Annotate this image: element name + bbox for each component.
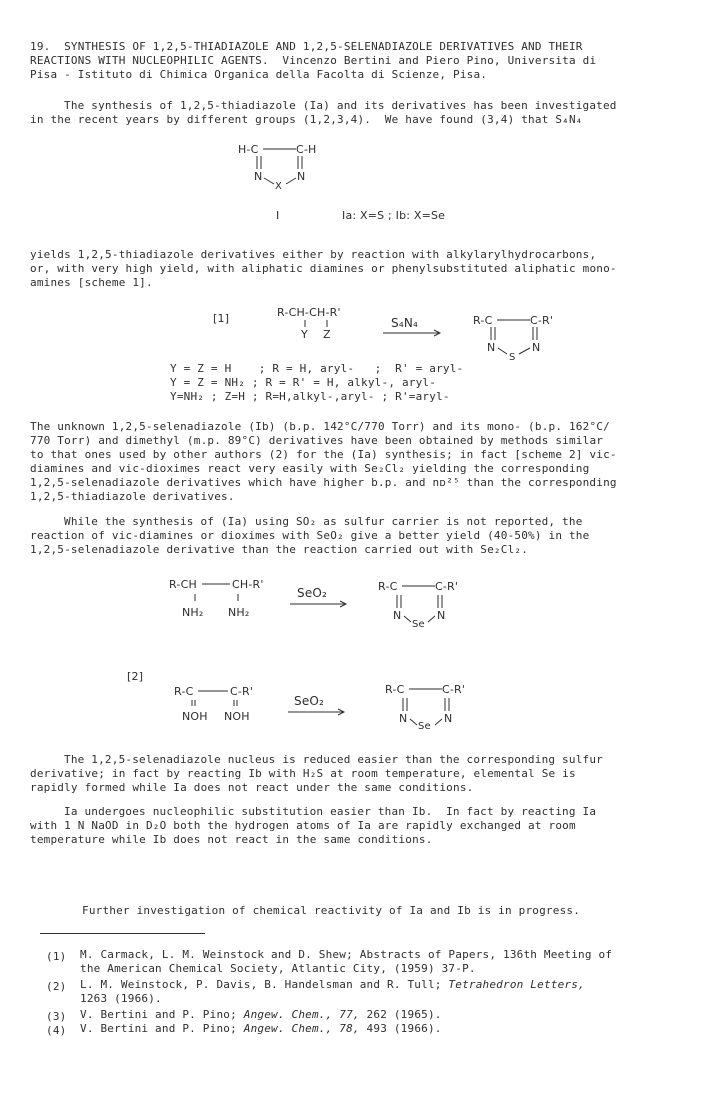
- footnote-4-number: (4): [46, 1024, 67, 1037]
- para2-line-1: yields 1,2,5-thiadiazole derivatives either by reaction with alkylarylhydrocarbons,: [30, 248, 597, 261]
- para6-line-1: Ia undergoes nucleophilic substitution easier than Ib. In fact by reacting Ia: [64, 805, 597, 818]
- scheme1-reactant: R-CH-CH-R': [277, 306, 341, 319]
- footnote-2-line-2: 1263 (1966).: [80, 992, 162, 1005]
- scheme2-reagent-1: SeO₂: [297, 586, 328, 600]
- struct-i-n-left: N: [254, 170, 263, 183]
- scheme2-reagent-2: SeO₂: [294, 694, 325, 708]
- scheme2-r2-left: R-C: [174, 685, 194, 698]
- scheme1-condition-3: Y=NH₂ ; Z=H ; R=H,alkyl-,aryl- ; R'=aryl-: [170, 390, 450, 403]
- scheme2-r1-sub-right: NH₂: [228, 606, 250, 619]
- closing-sentence: Further investigation of chemical reactivity of Ia and Ib is in progress.: [82, 904, 581, 917]
- footnote-2-line-1: L. M. Weinstock, P. Davis, B. Handelsman and R. Tull; Tetrahedron Letters,: [80, 978, 585, 991]
- scheme1-sub-y: Y: [301, 328, 308, 341]
- scheme2-prod1-left: R-C: [378, 580, 398, 593]
- footnote-2-number: (2): [46, 980, 67, 993]
- footnote-2-journal: Tetrahedron Letters,: [448, 978, 585, 991]
- para6-line-3: temperature while Ib does not react in the same conditions.: [30, 833, 433, 846]
- para3-line-6: 1,2,5-thiadiazole derivatives.: [30, 490, 235, 503]
- para3-line-1: The unknown 1,2,5-selenadiazole (Ib) (b.p. 142°C/770 Torr) and its mono- (b.p. 162°C/: [30, 420, 610, 433]
- footnote-1-number: (1): [46, 950, 67, 963]
- scheme2-prod2-se: Se: [418, 721, 431, 730]
- scheme2-r1-left: R-CH: [169, 578, 197, 591]
- scheme1-label: [1]: [213, 312, 230, 325]
- structure-i: [220, 136, 660, 226]
- scheme1-reagent: S₄N₄: [391, 316, 419, 330]
- footnote-4-line: V. Bertini and P. Pino; Angew. Chem., 78, 493 (1966).: [80, 1022, 442, 1035]
- scheme1-condition-1: Y = Z = H ; R = H, aryl- ; R' = aryl-: [170, 362, 464, 375]
- footnote-divider: [40, 933, 205, 934]
- scheme2-label: [2]: [127, 670, 144, 683]
- struct-i-right-atom: C-H: [296, 143, 317, 156]
- scheme2-prod1-se: Se: [412, 619, 425, 630]
- footnote-4-journal: Angew. Chem., 78,: [243, 1022, 360, 1035]
- struct-i-caption: Ia: X=S ; Ib: X=Se: [342, 209, 446, 222]
- scheme1-sub-z: Z: [323, 328, 331, 341]
- scheme2-prod1-right: C-R': [435, 580, 459, 593]
- scheme-2: [110, 570, 510, 730]
- para3-line-2: 770 Torr) and dimethyl (m.p. 89°C) derivatives have been obtained by methods similar: [30, 434, 604, 447]
- scheme2-r2-right: C-R': [230, 685, 254, 698]
- para5-line-2: derivative; in fact by reacting Ib with H₂S at room temperature, elemental Se is: [30, 767, 576, 780]
- scheme2-prod2-left: R-C: [385, 683, 405, 696]
- scheme1-condition-2: Y = Z = NH₂ ; R = R' = H, alkyl-, aryl-: [170, 376, 437, 389]
- header-line-1: 19. SYNTHESIS OF 1,2,5-THIADIAZOLE AND 1,2,5-SELENADIAZOLE DERIVATIVES AND THEIR: [30, 40, 583, 53]
- para5-line-1: The 1,2,5-selenadiazole nucleus is reduced easier than the corresponding sulfur: [64, 753, 603, 766]
- scheme2-r2-sub-left: NOH: [182, 710, 208, 723]
- scheme2-r1-sub-left: NH₂: [182, 606, 204, 619]
- scheme1-prod-n2: N: [532, 341, 541, 354]
- para4-line-2: reaction of vic-diamines or dioximes with SeO₂ give a better yield (40-50%) in the: [30, 529, 590, 542]
- struct-i-n-right: N: [297, 170, 306, 183]
- para3-line-4: diamines and vic-dioximes react very easily with Se₂Cl₂ yielding the corresponding: [30, 462, 590, 475]
- para6-line-2: with 1 N NaOD in D₂O both the hydrogen atoms of Ia are rapidly exchanged at room: [30, 819, 576, 832]
- para4-line-3: 1,2,5-selenadiazole derivative than the reaction carried out with Se₂Cl₂.: [30, 543, 529, 556]
- scheme1-prod-left: R-C: [473, 314, 493, 327]
- para4-line-1: While the synthesis of (Ia) using SO₂ as sulfur carrier is not reported, the: [64, 515, 583, 528]
- struct-i-left-atom: H-C: [238, 143, 259, 156]
- para1-line-1: The synthesis of 1,2,5-thiadiazole (Ia) and its derivatives has been investigated: [64, 99, 617, 112]
- struct-i-hetero: X: [275, 181, 283, 192]
- scheme2-r2-sub-right: NOH: [224, 710, 250, 723]
- para3-line-5: 1,2,5-selenadiazole derivatives which have higher b.p. and nᴅ²⁵ than the corresponding: [30, 476, 617, 489]
- scheme2-r1-right: CH-R': [232, 578, 264, 591]
- struct-i-roman: I: [276, 209, 280, 222]
- para1-line-2: in the recent years by different groups (1,2,3,4). We have found (3,4) that S₄N₄: [30, 113, 583, 126]
- scheme2-prod1-n2: N: [437, 609, 446, 622]
- footnote-3-number: (3): [46, 1010, 67, 1023]
- scheme1-prod-n1: N: [487, 341, 496, 354]
- header-line-3: Pisa - Istituto di Chimica Organica della Facolta di Scienze, Pisa.: [30, 68, 488, 81]
- scheme1-prod-right: C-R': [530, 314, 554, 327]
- footnote-3-journal: Angew. Chem., 77,: [243, 1008, 360, 1021]
- para2-line-2: or, with very high yield, with aliphatic diamines or phenylsubstituted aliphatic mono-: [30, 262, 617, 275]
- para2-line-3: amines [scheme 1].: [30, 276, 153, 289]
- footnote-3-line: V. Bertini and P. Pino; Angew. Chem., 77, 262 (1965).: [80, 1008, 442, 1021]
- para3-line-3: to that ones used by other authors (2) for the (Ia) synthesis; in fact [scheme 2] vic-: [30, 448, 617, 461]
- scheme-1: [200, 300, 600, 362]
- scheme2-prod2-right: C-R': [442, 683, 466, 696]
- header-line-2: REACTIONS WITH NUCLEOPHILIC AGENTS. Vincenzo Bertini and Piero Pino, Universita di: [30, 54, 597, 67]
- footnote-1-line-1: M. Carmack, L. M. Weinstock and D. Shew; Abstracts of Papers, 136th Meeting of: [80, 948, 613, 961]
- para5-line-3: rapidly formed while Ia does not react under the same conditions.: [30, 781, 474, 794]
- scheme2-prod2-n2: N: [444, 712, 453, 725]
- scheme2-prod2-n1: N: [399, 712, 408, 725]
- scheme1-prod-s: S: [509, 352, 516, 362]
- scheme2-prod1-n1: N: [393, 609, 402, 622]
- footnote-1-line-2: the American Chemical Society, Atlantic City, (1959) 37-P.: [80, 962, 476, 975]
